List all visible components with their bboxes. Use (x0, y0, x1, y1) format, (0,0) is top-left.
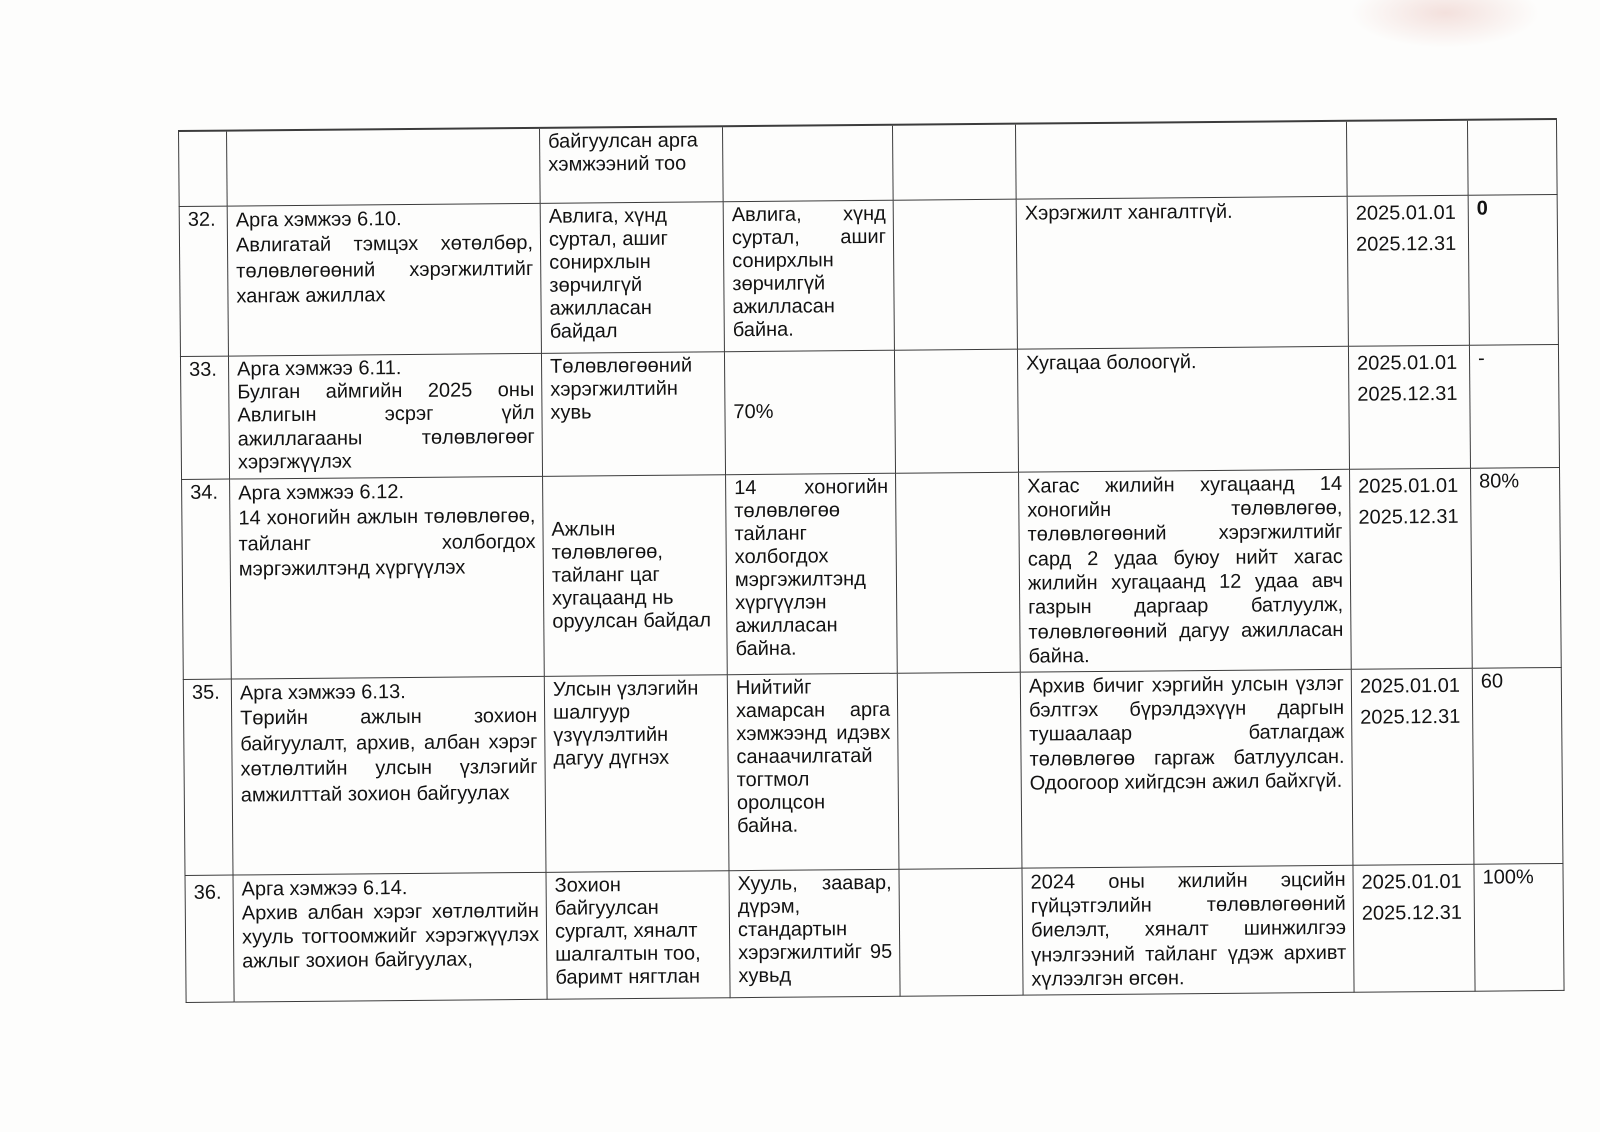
activity-body: Архив албан хэрэг хөтлөлтийн хууль тогтоомжийг хэрэгжүүлэх ажлыг зохион байгуулах, (241, 899, 540, 973)
activity-cell (227, 203, 541, 356)
activity-title: Арга хэмжээ 6.12. (238, 480, 405, 504)
date-end: 2025.12.31 (1358, 505, 1459, 529)
target-cell (722, 125, 893, 201)
date-start: 2025.01.01 (1358, 474, 1459, 498)
result-cell: Хугацаа болоогүй. (1017, 346, 1349, 472)
dates-cell (1347, 195, 1469, 346)
activity-cell (227, 128, 541, 206)
target-cell: Авлига, хүнд суртал, ашиг сонирхлын зөрчилгүй ажилласан байна. (723, 200, 894, 351)
date-start: 2025.01.01 (1356, 351, 1458, 375)
activity-body: Төрийн ажлын зохион байгуулалт, архив, албан хэрэг хөтлөлтийн улсын үзлэгийг амжилттай зохион байгуулах (240, 705, 538, 807)
target-cell: Нийтийг хамарсан арга хэмжээнд идэвх санаачилгатай тогтмол оролцсон байна. (727, 673, 899, 870)
score-cell: - (1469, 344, 1559, 468)
score-cell: 100% (1474, 863, 1564, 991)
activity-cell (233, 872, 547, 1002)
table-row-34 (182, 467, 1562, 679)
score-cell: 0 (1468, 194, 1558, 345)
activity-body: Авлигатай тэмцэх хөтөлбөр, төлөвлөгөөний хэрэгжилтийг хангаж ажиллах (235, 232, 534, 308)
activity-body: 14 хоногийн ажлын төлөвлөгөө, тайланг холбогдох мэргэжилтэнд хүргүүлэх (238, 504, 536, 581)
scanned-page-table (178, 118, 1564, 1003)
table-row-32 (179, 194, 1558, 356)
row-number-cell: 33. (180, 356, 229, 479)
row-number-cell: 34. (182, 479, 232, 680)
result-cell (1015, 121, 1347, 199)
indicator-cell: Авлига, хүнд суртал, ашиг сонирхлын зөрчилгүй ажилласан байдал (540, 201, 724, 353)
activity-title: Арга хэмжээ 6.14. (241, 876, 408, 901)
indicator-cell: Төлөвлөгөөний хэрэгжилтийн хувь (541, 351, 725, 476)
result-cell: 2024 оны жилийн эцсийн гүйцэтгэлийн төлөвлөгөөний биелэлт, хяналт шинжилгээ үнэлгээний тайланг үдэж архивт хүлээлгэн өгсөн. (1022, 865, 1354, 995)
date-end: 2025.12.31 (1360, 705, 1461, 729)
blank-cell (896, 472, 1021, 673)
blank-cell (893, 199, 1017, 350)
blank-cell (897, 672, 1022, 869)
blank-cell (894, 349, 1018, 473)
row-number-cell: 36. (185, 875, 234, 1002)
date-start: 2025.01.01 (1355, 201, 1456, 225)
target-cell: 14 хоногийн төлөвлөгөө тайланг холбогдох мэргэжилтэнд хүргүүлэн ажилласан байна. (726, 473, 898, 675)
activity-cell (230, 476, 545, 679)
activity-body: Булган аймгийн 2025 оны Авлигын эсрэг үйл ажиллагааны төлөвлөгөөг хэрэгжүүлэх (237, 378, 535, 474)
scan-smudge (1350, 0, 1540, 48)
result-cell: Хэрэгжилт хангалтгүй. (1016, 196, 1348, 349)
performance-report-table (178, 118, 1565, 1003)
blank-cell (899, 868, 1023, 996)
date-end: 2025.12.31 (1355, 232, 1457, 256)
table-row-33 (180, 344, 1559, 479)
dates-cell (1346, 120, 1468, 196)
row-number-cell: 35. (183, 679, 233, 875)
date-start: 2025.01.01 (1361, 870, 1462, 894)
score-cell: 80% (1470, 467, 1561, 668)
result-cell: Архив бичиг хэргийн улсын үзлэг бэлтгэх бүрэлдэхүүн даргын тушаалаар батлагдаж төлөвлөгөө гаргаж батлуулсан. Одоогоор хийгдсэн ажил байхгүй. (1020, 669, 1353, 868)
table-row-36 (185, 863, 1564, 1002)
indicator-cell: Улсын үзлэгийн шалгуур үзүүлэлтийн дагуу дүгнэх (544, 674, 729, 872)
table-row-35 (183, 667, 1563, 875)
date-end: 2025.12.31 (1357, 382, 1458, 406)
result-cell: Хагас жилийн хугацаанд 14 хоногийн төлөвлөгөө, төлөвлөгөөний хэрэгжилтийг сард 2 удаа буюу нийт хагас жилийн хугацаанд 12 удаа авч газрын даргаар батлуулж, төлөвлөгөөний дагуу ажилласан байна. (1019, 469, 1352, 672)
date-start: 2025.01.01 (1359, 674, 1461, 698)
date-end: 2025.12.31 (1361, 901, 1463, 925)
activity-title: Арга хэмжээ 6.11. (236, 356, 402, 380)
dates-cell (1350, 468, 1473, 669)
score-cell (1467, 119, 1557, 195)
activity-cell (228, 353, 542, 479)
dates-cell (1353, 864, 1475, 992)
table-row-carryover (179, 119, 1558, 206)
target-cell: 70% (724, 350, 895, 474)
activity-cell (231, 676, 546, 875)
blank-cell (892, 124, 1016, 200)
indicator-cell: Ажлын төлөвлөгөө, тайланг цаг хугацаанд нь оруулсан байдал (543, 474, 728, 676)
target-cell: Хууль, заавар, дүрэм, стандартын хэрэгжилтийг 95 хувьд (729, 869, 900, 997)
activity-title: Арга хэмжээ 6.13. (239, 680, 406, 705)
activity-title: Арга хэмжээ 6.10. (235, 207, 402, 231)
row-number-cell: 32. (179, 206, 228, 356)
indicator-cell: Зохион байгуулсан сургалт, хяналт шалгалтын тоо, баримт нягтлан (546, 870, 730, 999)
indicator-cell: байгуулсан арга хэмжээний тоо (539, 126, 723, 203)
dates-cell (1351, 668, 1474, 865)
score-cell: 60 (1472, 667, 1563, 864)
dates-cell (1348, 345, 1470, 469)
row-number-cell (179, 131, 228, 206)
